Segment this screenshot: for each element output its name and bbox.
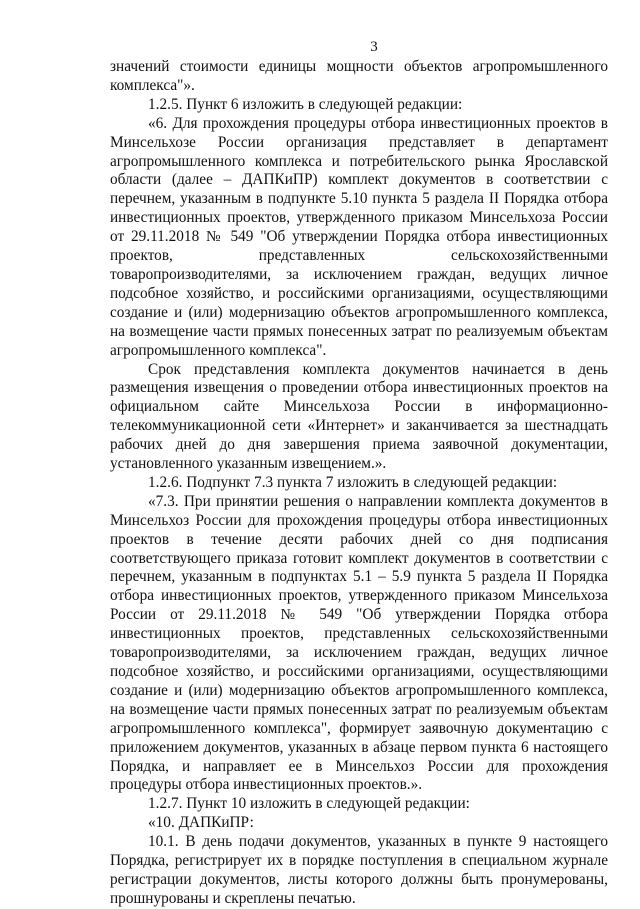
paragraph-point-10: «10. ДАПКиПР: (148, 814, 254, 832)
paragraph-1-2-5-heading: 1.2.5. Пункт 6 изложить в следующей редакции: (148, 95, 463, 113)
paragraph-subpoint-7-3: «7.3. При принятии решения о направлении комплекта документов в Минсельхоз России для прохождения процедуры отбора инвестиционных проектов в течение десяти рабочих дней со дня подписания соответствующего приказа готовит комплект документов в соответствии с перечнем, указанным в подпунктах 5.1 – 5.9 пункта 5 раздела II Порядка отбора инвестиционных проектов, утвержденного приказом Минсельхоза России от 29.11.2018 № 549 "Об утверждении Порядка отбора инвестиционных проектов, представленных сельскохозяйственными товаропроизводителями, за исключением граждан, ведущих личное подсобное хозяйство, и российскими организациями, осуществляющими создание и (или) модернизацию объектов агропромышленного комплекса, на возмещение части прямых понесенных затрат по реализуемым объектам агропромышленного комплекса", формирует заявочную документацию с приложением документов, указанных в абзаце первом пункта 6 настоящего Порядка, и направляет ее в Минсельхоз России для прохождения процедуры отбора инвестиционных проектов.». (110, 492, 608, 794)
page-number: 3 (370, 39, 378, 55)
paragraph-continuation: значений стоимости единицы мощности объектов агропромышленного комплекса"». (110, 58, 608, 94)
paragraph-subpoint-10-1: 10.1. В день подачи документов, указанных в пункте 9 настоящего Порядка, регистрирует их в порядке поступления в специальном журнале регистрации документов, листы которого должны быть пронумерованы, прошнурованы и скреплены печатью. (110, 833, 608, 907)
paragraph-submission-period: Срок представления комплекта документов начинается в день размещения извещения о проведении отбора инвестиционных проектов на официальном сайте Минсельхоза России в информационно-телекоммуникационной сети «Интернет» и заканчивается за шестнадцать рабочих дней до дня завершения приема заявочной документации, установленного указанным извещением.». (110, 360, 608, 473)
paragraph-1-2-6-heading: 1.2.6. Подпункт 7.3 пункта 7 изложить в следующей редакции: (148, 473, 558, 491)
paragraph-point-6: «6. Для прохождения процедуры отбора инвестиционных проектов в Минсельхозе России организация представляет в департамент агропромышленного комплекса и потребительского рынка Ярославской области (далее – ДАПКиПР) комплект документов в соответствии с перечнем, указанным в подпункте 5.10 пункта 5 раздела II Порядка отбора инвестиционных проектов, утвержденного приказом Минсельхоза России от 29.11.2018 № 549 "Об утверждении Порядка отбора инвестиционных проектов, представленных сельскохозяйственными товаропроизводителями, за исключением граждан, ведущих личное подсобное хозяйство, и российскими организациями, осуществляющими создание и (или) модернизацию объектов агропромышленного комплекса, на возмещение части прямых понесенных затрат по реализуемым объектам агропромышленного комплекса". (110, 114, 608, 359)
paragraph-1-2-7-heading: 1.2.7. Пункт 10 изложить в следующей редакции: (148, 795, 470, 813)
